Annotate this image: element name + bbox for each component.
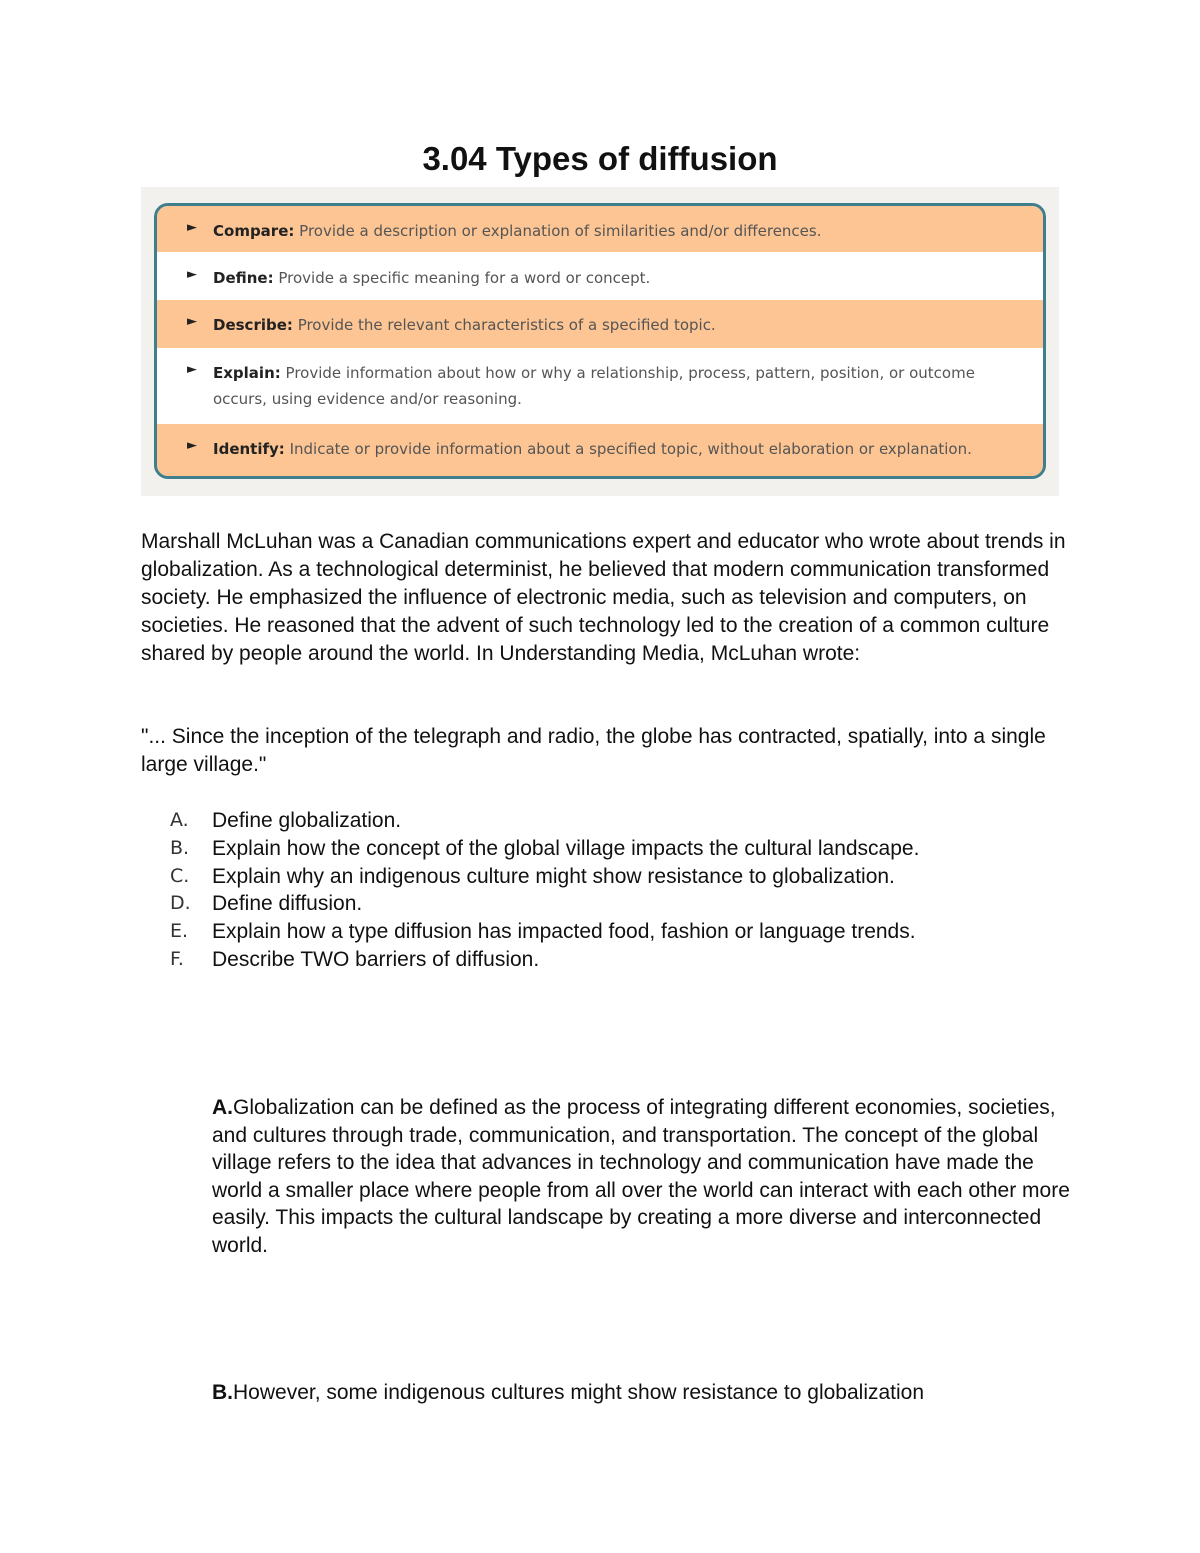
quote-paragraph: "... Since the inception of the telegraph and radio, the globe has contracted, spatially, into a single large village." bbox=[141, 725, 1046, 776]
definition-row bbox=[157, 300, 1043, 348]
question-text: Define globalization. bbox=[212, 809, 402, 832]
list-item bbox=[170, 835, 1070, 863]
answer-text: Globalization can be defined as the process of integrating different economies, societies, and cultures through trade, communication, and transportation. The concept of the global village refers to the idea that advances in technology and communication have made the world a smaller place where people from all over the world can interact with each other more easily. This impacts the cultural landscape by creating a more diverse and interconnected world. bbox=[212, 1096, 1070, 1257]
definition-row bbox=[157, 252, 1043, 300]
definition-term: Explain: bbox=[213, 364, 281, 382]
list-item bbox=[170, 863, 1070, 891]
definition-term: Describe: bbox=[213, 316, 293, 334]
question-text: Explain how a type diffusion has impacted food, fashion or language trends. bbox=[212, 920, 916, 944]
answer-text: However, some indigenous cultures might show resistance to globalization bbox=[233, 1381, 925, 1404]
definitions-image bbox=[141, 187, 1059, 496]
list-item bbox=[170, 946, 1070, 974]
question-letter: D. bbox=[170, 892, 191, 915]
definition-desc: Provide a specific meaning for a word or concept. bbox=[278, 269, 651, 287]
definition-term: Compare: bbox=[213, 222, 295, 240]
definition-row bbox=[157, 206, 1043, 252]
question-letter: A. bbox=[170, 809, 189, 831]
answer-label: B. bbox=[212, 1381, 233, 1404]
page-title: 3.04 Types of diffusion bbox=[422, 140, 778, 177]
list-item bbox=[170, 807, 1070, 835]
definition-term: Define: bbox=[213, 269, 274, 287]
question-text: Define diffusion. bbox=[212, 892, 363, 916]
question-text: Explain how the concept of the global village impacts the cultural landscape. bbox=[212, 836, 920, 860]
definition-desc: Indicate or provide information about a specified topic, without elaboration or explanation. bbox=[289, 440, 972, 458]
definition-desc: Provide the relevant characteristics of a specified topic. bbox=[297, 316, 716, 334]
definition-row bbox=[157, 424, 1043, 476]
definition-row bbox=[157, 348, 1043, 424]
question-list bbox=[170, 807, 1070, 974]
definition-desc: Provide a description or explanation of similarities and/or differences. bbox=[299, 222, 822, 240]
definition-term: Identify: bbox=[213, 440, 285, 458]
list-item bbox=[170, 890, 1070, 918]
triangle-right-icon: ► bbox=[187, 314, 197, 329]
definitions-box bbox=[154, 203, 1046, 479]
question-letter: C. bbox=[170, 864, 190, 887]
definition-desc: Provide information about how or why a relationship, process, pattern, position, or outcome occurs, using evidence and/or reasoning. bbox=[213, 364, 975, 408]
answer-b bbox=[212, 1379, 1072, 1407]
question-text: Describe TWO barriers of diffusion. bbox=[212, 947, 540, 971]
triangle-right-icon: ► bbox=[187, 438, 197, 453]
triangle-right-icon: ► bbox=[187, 267, 197, 282]
answer-label: A. bbox=[212, 1096, 233, 1119]
list-item bbox=[170, 918, 1070, 946]
question-letter: E. bbox=[170, 920, 189, 943]
question-letter: F. bbox=[170, 947, 184, 970]
intro-paragraph: Marshall McLuhan was a Canadian communications expert and educator who wrote about trends in globalization. As a technological determinist, he believed that modern communication transformed society. He emphasized the influence of electronic media, such as television and computers, on societies. He reasoned that the advent of such technology led to the creation of a common culture shared by people around the world. In Understanding Media, McLuhan wrote: bbox=[141, 530, 1066, 665]
question-letter: B. bbox=[170, 836, 190, 859]
triangle-right-icon: ► bbox=[187, 220, 197, 235]
answer-a bbox=[212, 1094, 1072, 1260]
question-text: Explain why an indigenous culture might show resistance to globalization. bbox=[212, 864, 895, 888]
triangle-right-icon: ► bbox=[187, 362, 197, 377]
